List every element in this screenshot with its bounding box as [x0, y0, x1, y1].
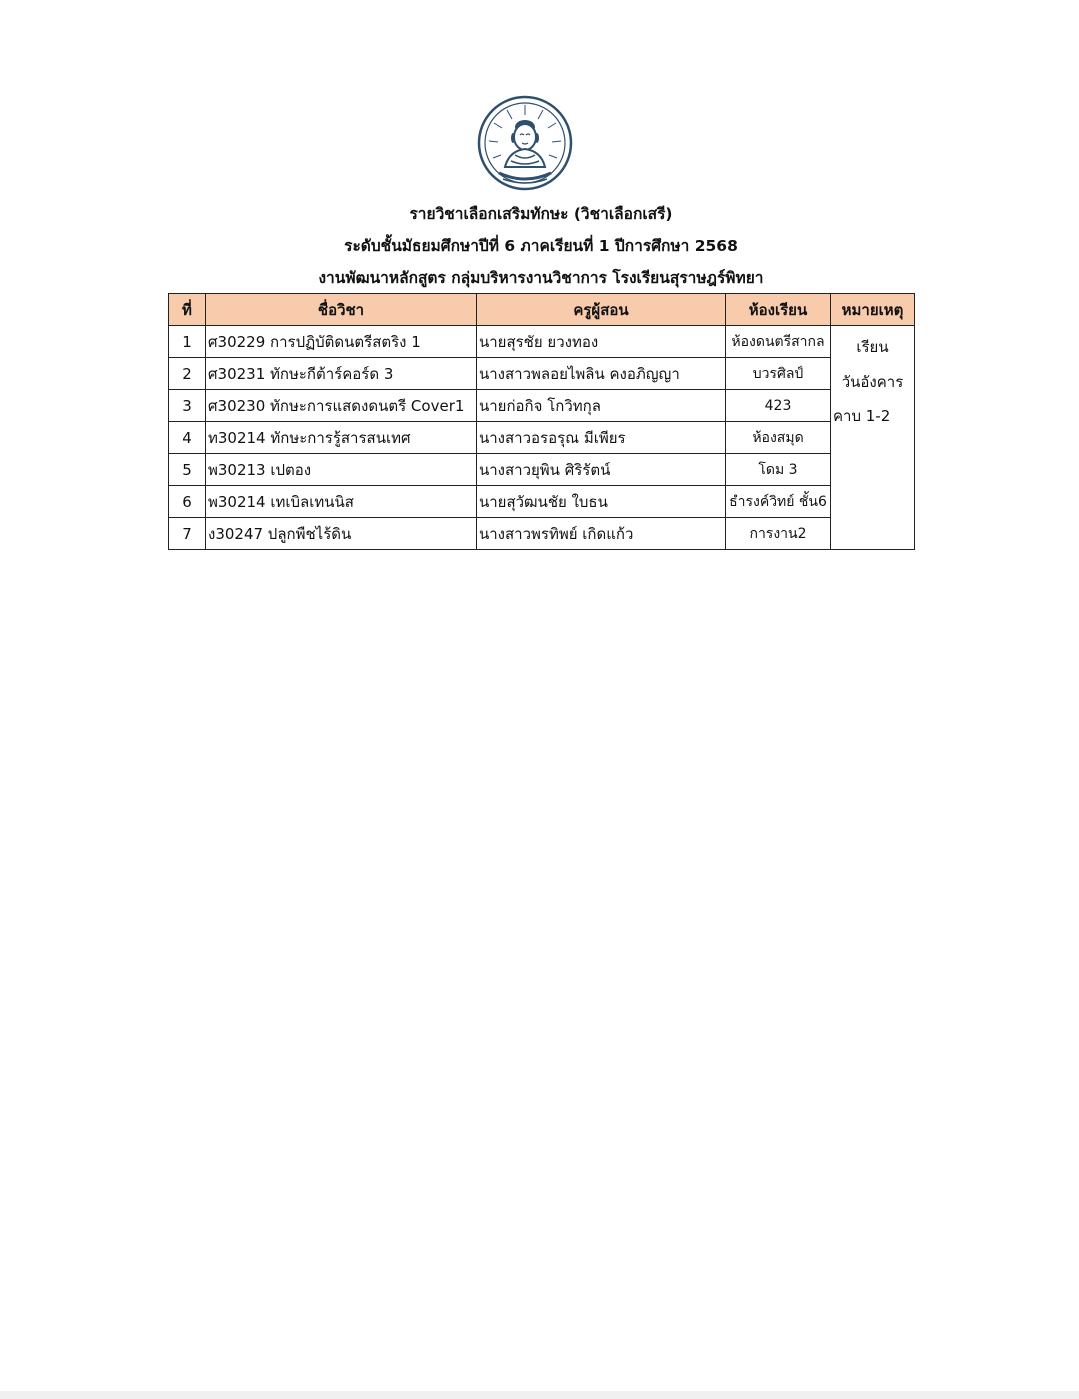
table-row — [169, 326, 915, 358]
teacher-name: นายสุรชัย ยวงทอง — [477, 326, 726, 358]
room-name: ห้องสมุด — [726, 422, 831, 454]
row-number: 5 — [169, 454, 206, 486]
room-name: 423 — [726, 390, 831, 422]
table-row — [169, 390, 915, 422]
column-header-course: ชื่อวิชา — [206, 294, 477, 326]
row-number: 4 — [169, 422, 206, 454]
document-header — [168, 198, 914, 294]
note-cell — [831, 326, 915, 550]
column-header-no: ที่ — [169, 294, 206, 326]
teacher-name: นายสุวัฒนชัย ใบธน — [477, 486, 726, 518]
course-name: ง30247 ปลูกพืชไร้ดิน — [206, 518, 477, 550]
document-subtitle: ระดับชั้นมัธยมศึกษาปีที่ 6 ภาคเรียนที่ 1 ปีการศึกษา 2568 — [344, 237, 738, 255]
row-number: 7 — [169, 518, 206, 550]
column-header-teacher: ครูผู้สอน — [477, 294, 726, 326]
room-name: การงาน2 — [726, 518, 831, 550]
document-title: รายวิชาเลือกเสริมทักษะ (วิชาเลือกเสรี) — [409, 205, 673, 223]
teacher-name: นางสาวพลอยไพลิน คงอภิญญา — [477, 358, 726, 390]
row-number: 1 — [169, 326, 206, 358]
room-name: ห้องดนตรีสากล — [726, 326, 831, 358]
note-line-3: คาบ 1-2 — [833, 407, 891, 425]
note-line-1: เรียน — [856, 338, 889, 356]
page-bottom-edge — [0, 1391, 1079, 1399]
row-number: 3 — [169, 390, 206, 422]
course-name: ศ30229 การปฏิบัติดนตรีสตริง 1 — [206, 326, 477, 358]
table-row — [169, 486, 915, 518]
school-logo — [477, 95, 573, 191]
course-name: ศ30230 ทักษะการแสดงดนตรี Cover1 — [206, 390, 477, 422]
document-department: งานพัฒนาหลักสูตร กลุ่มบริหารงานวิชาการ โรงเรียนสุราษฎร์พิทยา — [318, 269, 764, 287]
teacher-name: นางสาวพรทิพย์ เกิดแก้ว — [477, 518, 726, 550]
table-row — [169, 422, 915, 454]
course-name: ศ30231 ทักษะกีต้าร์คอร์ด 3 — [206, 358, 477, 390]
course-name: พ30213 เปตอง — [206, 454, 477, 486]
teacher-name: นางสาวอรอรุณ มีเพียร — [477, 422, 726, 454]
table-row — [169, 454, 915, 486]
table-row — [169, 358, 915, 390]
room-name: บวรศิลป์ — [726, 358, 831, 390]
column-header-room: ห้องเรียน — [726, 294, 831, 326]
note-line-2: วันอังคาร — [841, 372, 904, 391]
room-name: ธำรงค์วิทย์ ชั้น6 — [726, 486, 831, 518]
teacher-name: นางสาวยุพิน ศิริรัตน์ — [477, 454, 726, 486]
school-seal-icon — [477, 95, 573, 191]
row-number: 2 — [169, 358, 206, 390]
table-header-row — [169, 294, 915, 326]
table-row — [169, 518, 915, 550]
course-table — [168, 293, 915, 550]
teacher-name: นายก่อกิจ โกวิทกุล — [477, 390, 726, 422]
course-name: พ30214 เทเบิลเทนนิส — [206, 486, 477, 518]
course-name: ท30214 ทักษะการรู้สารสนเทศ — [206, 422, 477, 454]
column-header-note: หมายเหตุ — [831, 294, 915, 326]
row-number: 6 — [169, 486, 206, 518]
room-name: โดม 3 — [726, 454, 831, 486]
